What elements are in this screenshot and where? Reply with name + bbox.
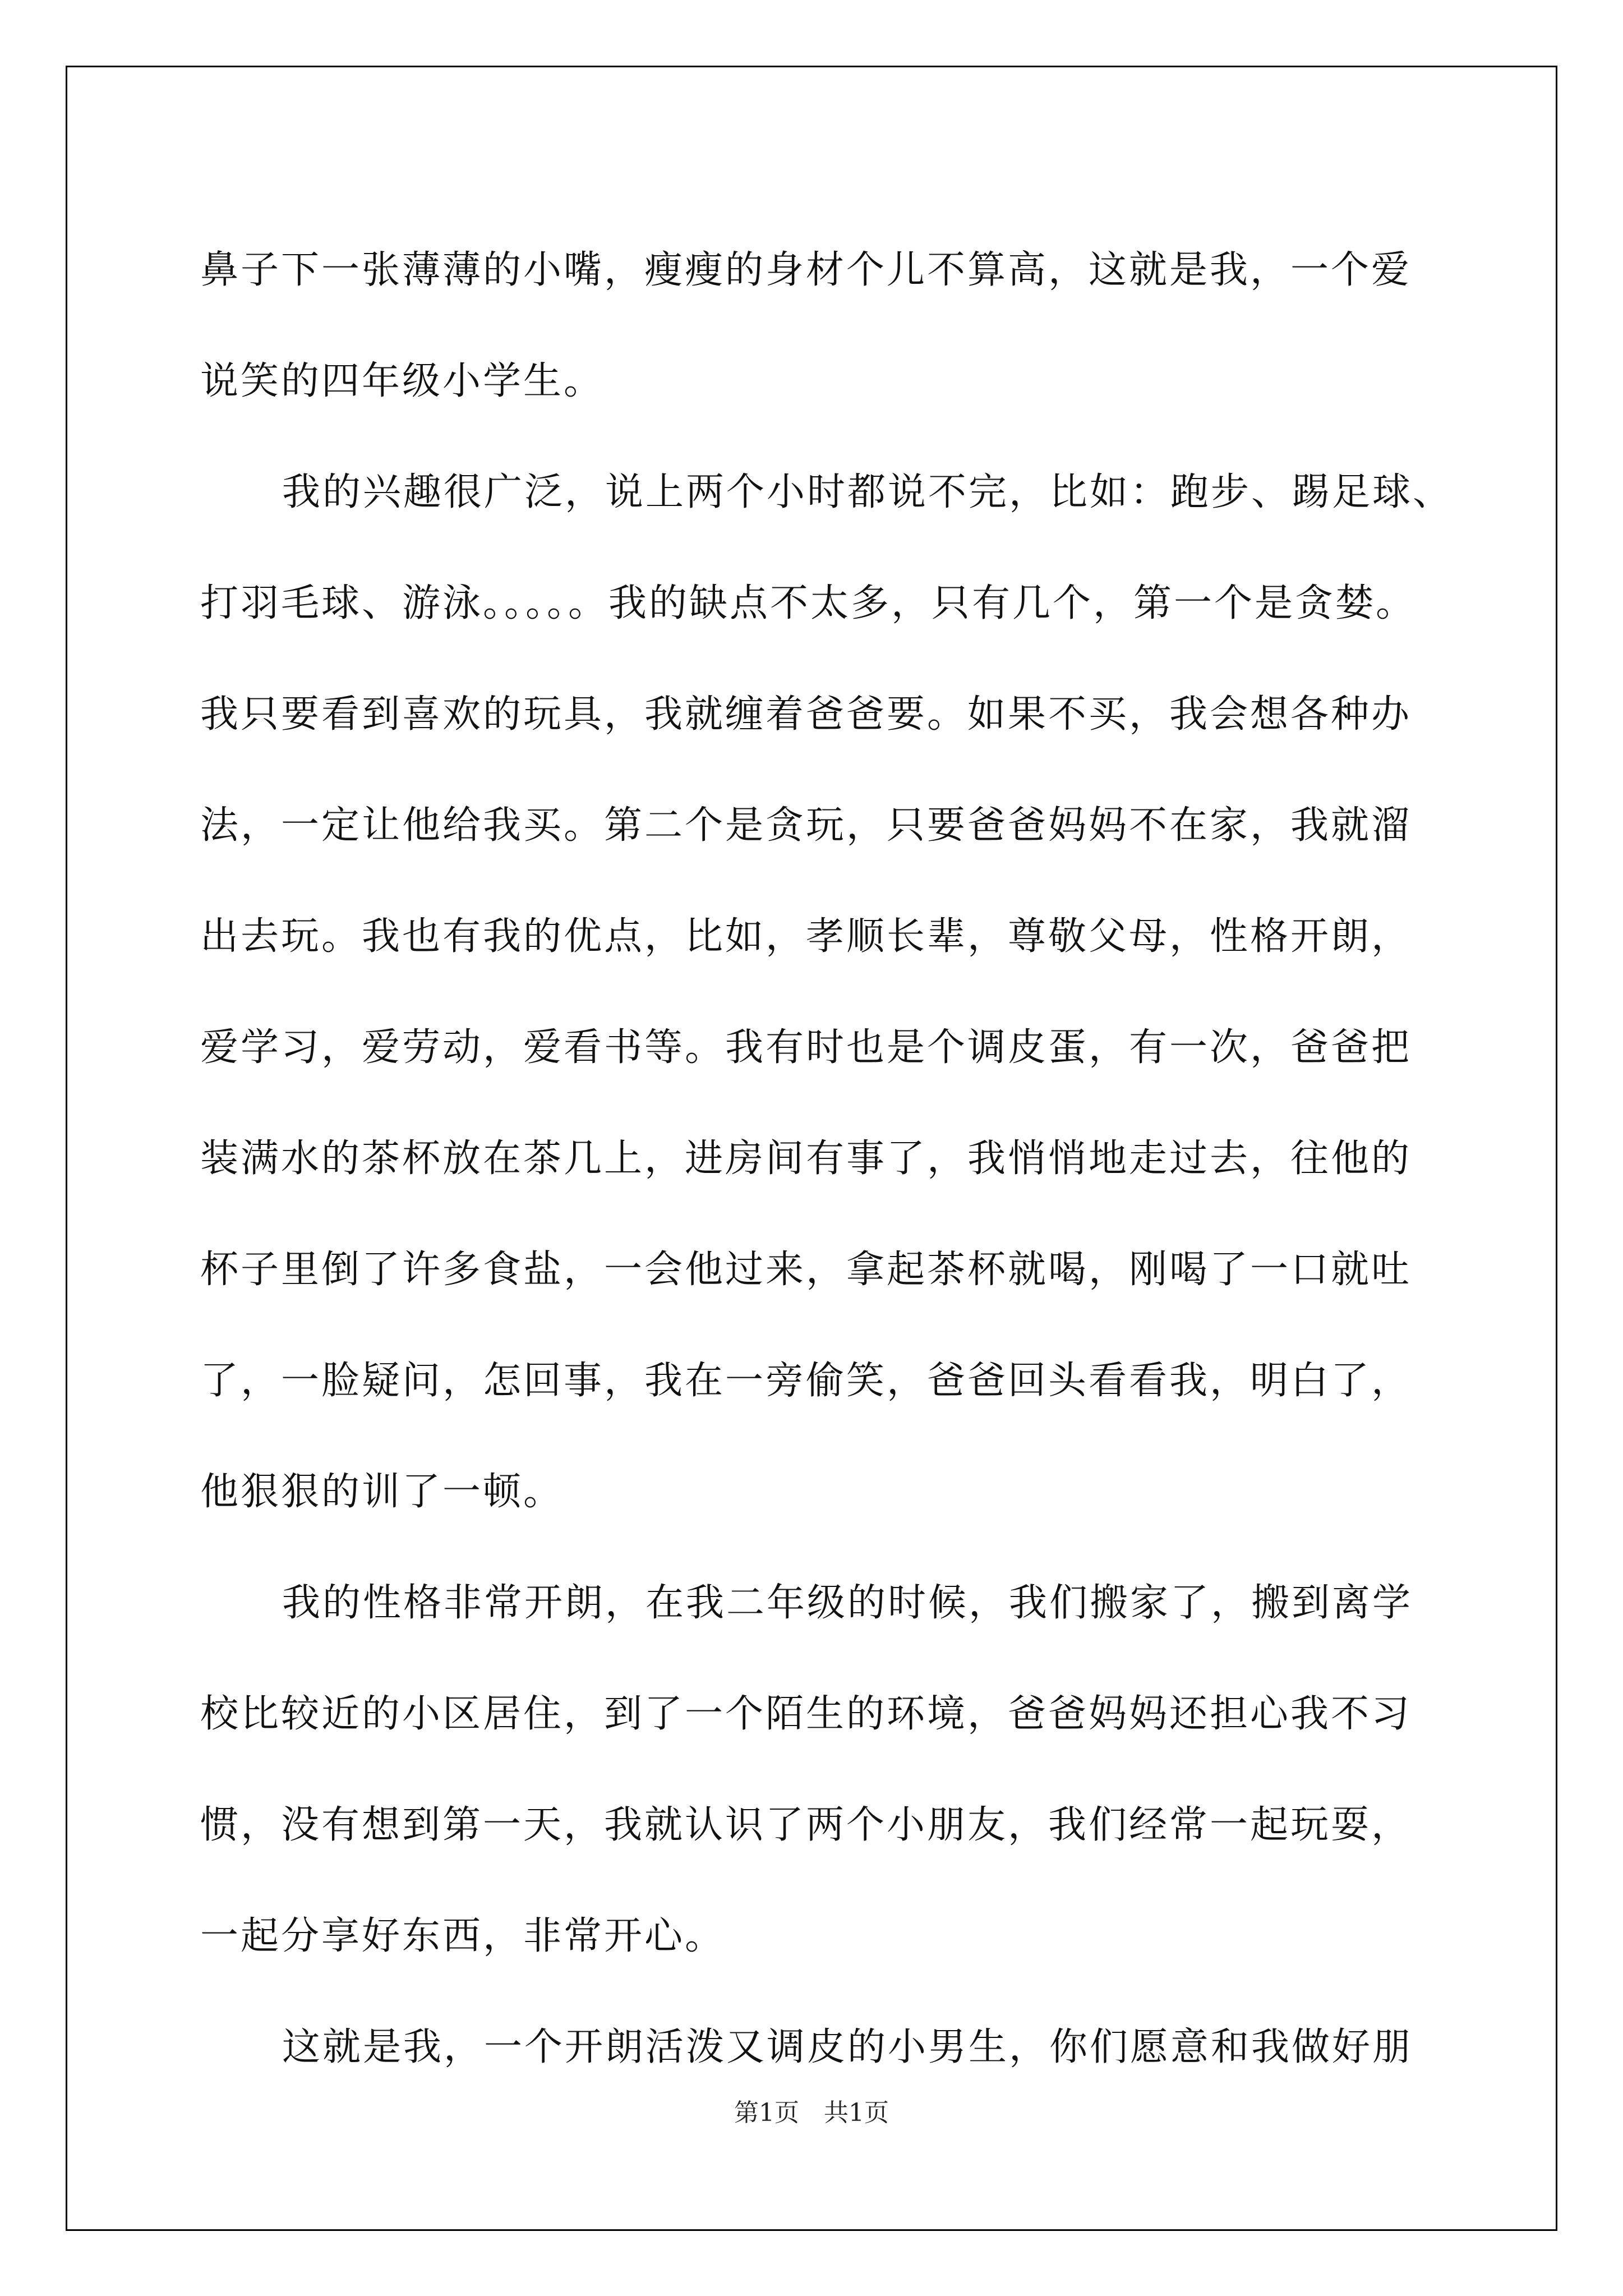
text-line: 法，一定让他给我买。第二个是贪玩，只要爸爸妈妈不在家，我就溜 [200,803,1412,848]
text-line: 我只要看到喜欢的玩具，我就缠着爸爸要。如果不买，我会想各种办 [200,692,1412,737]
paragraph-start-line: 我的兴趣很广泛，说上两个小时都说不完，比如：跑步、踢足球、 [282,470,1454,514]
paragraph-start-line: 这就是我，一个开朗活泼又调皮的小男生，你们愿意和我做好朋 [282,2025,1413,2069]
text-line: 校比较近的小区居住，到了一个陌生的环境，爸爸妈妈还担心我不习 [200,1692,1412,1736]
text-line: 了，一脸疑问，怎回事，我在一旁偷笑，爸爸回头看看我，明白了， [200,1359,1412,1403]
page-number: 第1页 [734,2099,799,2127]
document-body [200,215,1454,2103]
text-line: 惯，没有想到第一天，我就认识了两个小朋友，我们经常一起玩耍， [200,1803,1412,1847]
text-line: 鼻子下一张薄薄的小嘴，瘦瘦的身材个儿不算高，这就是我，一个爱 [200,248,1412,292]
paragraph-start-line: 我的性格非常开朗，在我二年级的时候，我们搬家了，搬到离学 [282,1581,1413,1625]
page-footer [0,2092,1623,2128]
text-line: 杯子里倒了许多食盐，一会他过来，拿起茶杯就喝，刚喝了一口就吐 [200,1248,1412,1292]
text-line: 一起分享好东西，非常开心。 [200,1914,726,1958]
text-line: 装满水的茶杯放在茶几上，进房间有事了，我悄悄地走过去，往他的 [200,1137,1412,1181]
text-line: 他狠狠的训了一顿。 [200,1470,564,1514]
text-line: 说笑的四年级小学生。 [200,359,605,403]
text-line: 打羽毛球、游泳。。。。。我的缺点不太多，只有几个，第一个是贪婪。 [200,581,1417,625]
text-line: 出去玩。我也有我的优点，比如，孝顺长辈，尊敬父母，性格开朗， [200,914,1412,959]
text-line: 爱学习，爱劳动，爱看书等。我有时也是个调皮蛋，有一次，爸爸把 [200,1025,1412,1070]
page-total: 共1页 [824,2099,889,2127]
